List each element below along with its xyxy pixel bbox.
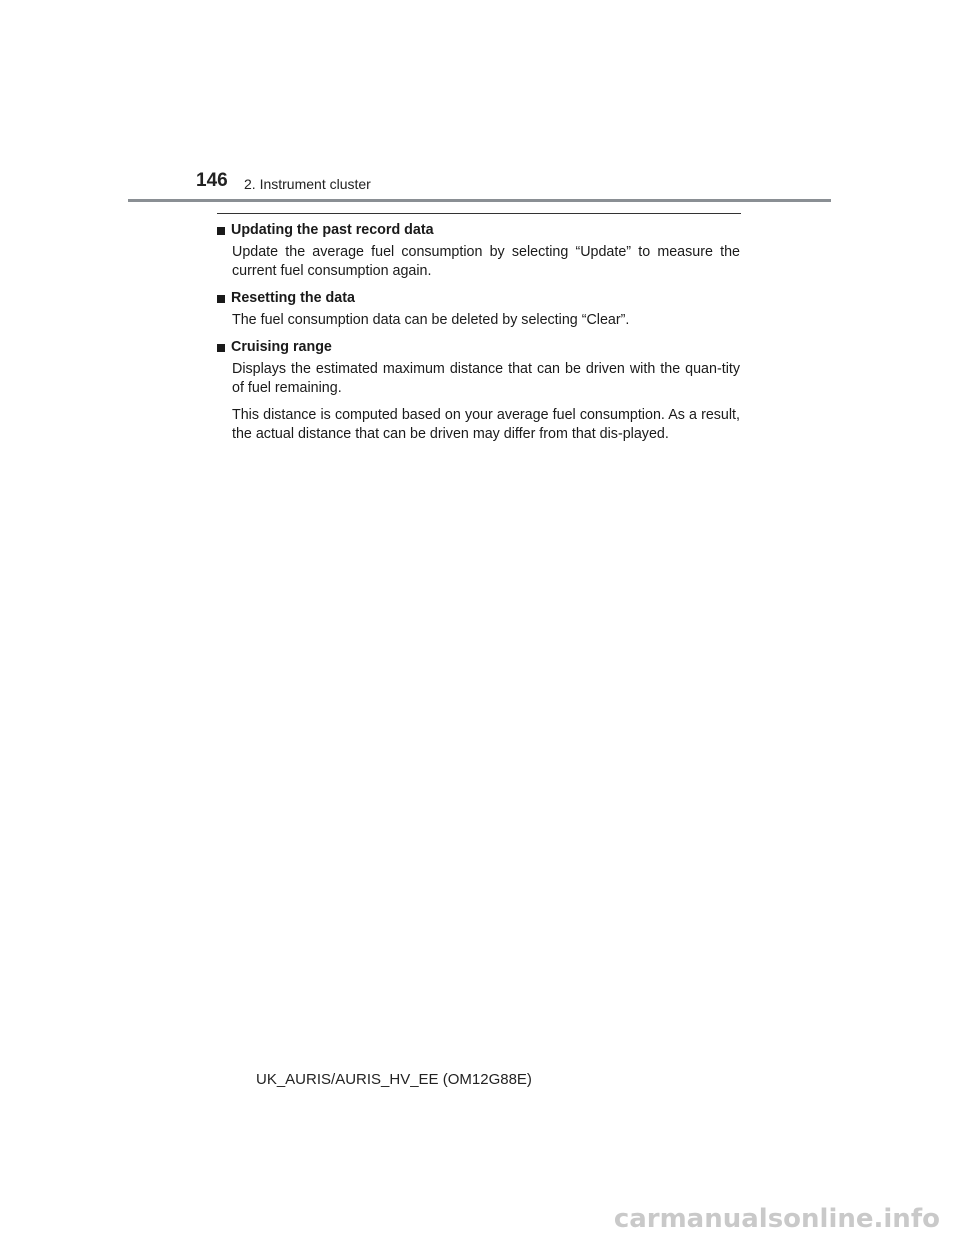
square-bullet-icon [217,295,225,303]
watermark[interactable]: carmanualsonline.info [613,1204,940,1234]
heading-text: Resetting the data [231,290,355,306]
paragraph: This distance is computed based on your average fuel consumption. As a result, the actual distance that can be driven may differ from that dis-played. [232,407,740,442]
page-number: 146 [196,170,228,191]
list-item [217,289,740,330]
header-rule [128,199,831,202]
heading-text: Cruising range [231,339,332,355]
section-title: 2. Instrument cluster [244,176,371,192]
square-bullet-icon [217,227,225,235]
item-heading [217,338,740,357]
paragraph: Displays the estimated maximum distance that can be driven with the quan-tity of fuel remaining. [232,361,740,396]
footer-model-code: UK_AURIS/AURIS_HV_EE (OM12G88E) [256,1071,532,1088]
heading-text: Updating the past record data [231,222,434,238]
content-rule [217,213,741,214]
content [217,221,740,452]
square-bullet-icon [217,344,225,352]
paragraph: The fuel consumption data can be deleted by selecting “Clear”. [232,312,630,328]
list-item [217,338,740,444]
item-heading [217,289,740,308]
item-heading [217,221,740,240]
list-item [217,221,740,281]
paragraph: Update the average fuel consumption by selecting “Update” to measure the current fuel consumption again. [232,244,740,279]
